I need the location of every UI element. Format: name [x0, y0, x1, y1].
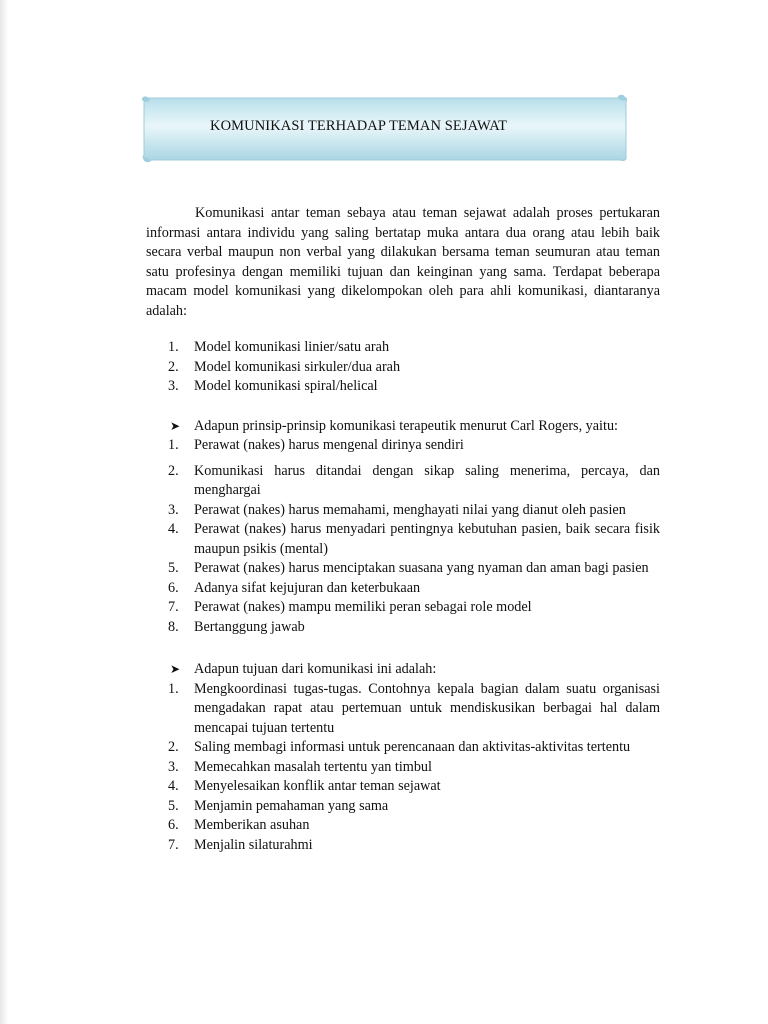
arrow-bullet-icon: ➤ [170, 418, 181, 433]
list-item: 3. Memecahkan masalah tertentu yan timbul [168, 758, 432, 775]
list-item: 2. Model komunikasi sirkuler/dua arah [168, 358, 401, 375]
list-item: 7. Menjalin silaturahmi [168, 836, 313, 853]
list-item: 5. Perawat (nakes) harus menciptakan suasana yang nyaman dan aman bagi pasien [168, 560, 649, 576]
list-item: 5. Menjamin pemahaman yang sama [168, 797, 389, 814]
list-item: 4. Menyelesaikan konflik antar teman sejawat [168, 778, 441, 794]
goals-list [146, 680, 660, 856]
title-banner [140, 94, 628, 166]
list-item: 6. Memberikan asuhan [168, 817, 310, 833]
list-item: 1. Perawat (nakes) harus mengenal dirinya sendiri [168, 437, 464, 453]
list-item: 7. Perawat (nakes) mampu memiliki peran sebagai role model [168, 599, 532, 615]
list-item: 2. Saling membagi informasi untuk perencanaan dan aktivitas-aktivitas tertentu [168, 739, 631, 755]
principles-list [146, 436, 660, 637]
arrow-bullet-icon: ➤ [170, 662, 181, 676]
list-item: 8. Bertanggung jawab [168, 618, 305, 635]
goals-heading: ➤ Adapun tujuan dari komunikasi ini adalah: [146, 660, 660, 680]
document-body [146, 204, 660, 855]
page-edge-shadow [0, 0, 8, 1024]
principles-heading: ➤ Adapun prinsip-prinsip komunikasi terapeutik menurut Carl Rogers, yaitu: [146, 417, 660, 437]
list-item: 1. Model komunikasi linier/satu arah [168, 339, 390, 355]
model-list [146, 338, 660, 397]
intro-paragraph: Komunikasi antar teman sebaya atau teman sejawat adalah proses pertukaran informasi antara individu yang saling bertatap muka antara dua orang atau lebih baik secara verbal maupun non verbal yang dilakukan bersama teman seumuran atau teman satu profesinya dengan memiliki tujuan dan keinginan yang sama. Terdapat beberapa macam model komunikasi yang dikelompokan oleh para ahli komunikasi, diantaranya adalah: [146, 205, 660, 319]
page-title: KOMUNIKASI TERHADAP TEMAN SEJAWAT [210, 118, 508, 134]
list-item: 3. Model komunikasi spiral/helical [168, 378, 378, 394]
list-item: 1. Mengkoordinasi tugas-tugas. Contohnya kepala bagian dalam suatu organisasi mengadakan rapat atau pertemuan untuk mendiskusikan berbagai hal dalam mencapai tujuan tertentu [168, 680, 660, 736]
list-item: 6. Adanya sifat kejujuran dan keterbukaan [168, 579, 421, 596]
list-item: 4. Perawat (nakes) harus menyadari pentingnya kebutuhan pasien, baik secara fisik maupun psikis (mental) [168, 521, 660, 557]
list-item: 3. Perawat (nakes) harus memahami, menghayati nilai yang dianut oleh pasien [168, 501, 626, 518]
list-item: 2. Komunikasi harus ditandai dengan sikap saling menerima, percaya, dan menghargai [168, 462, 660, 498]
